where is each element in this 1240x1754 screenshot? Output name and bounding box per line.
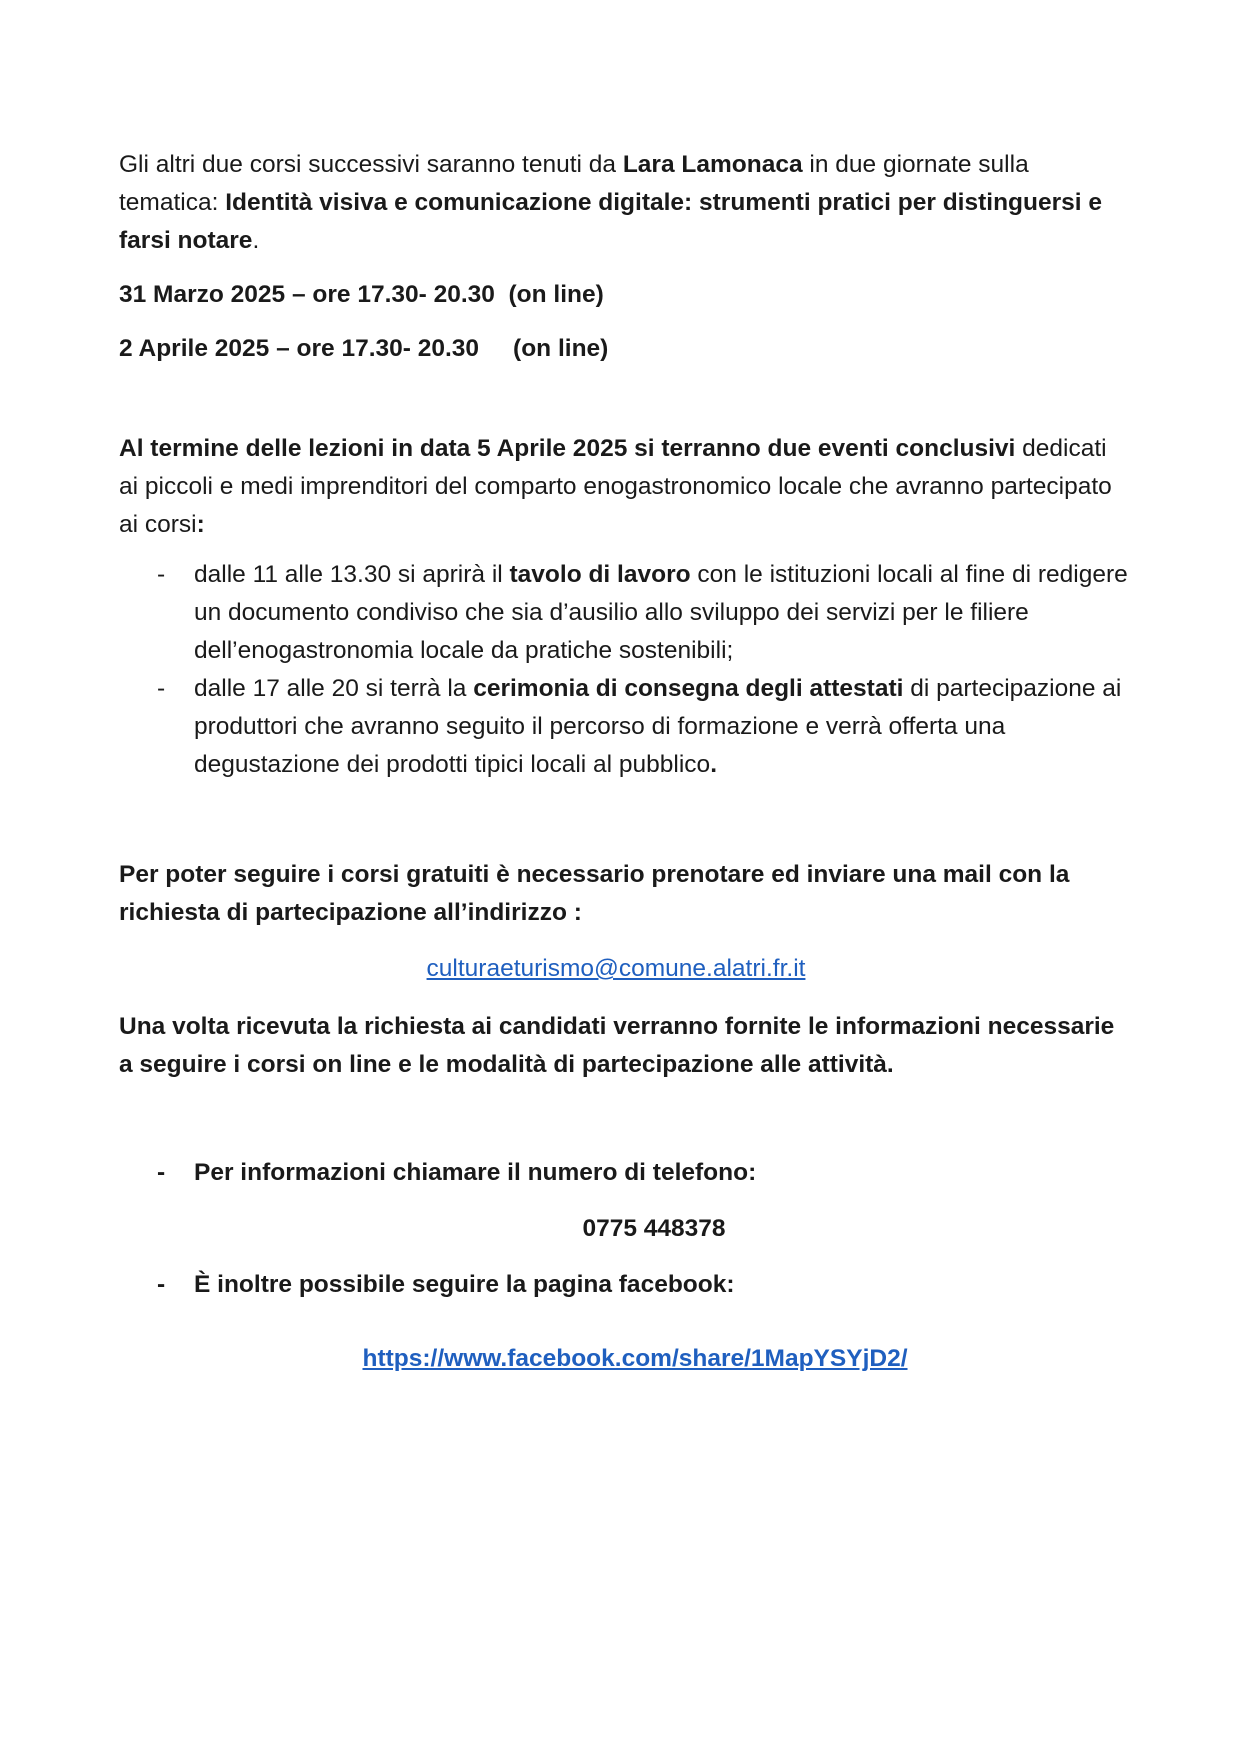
conclusion-heading: Al termine delle lezioni in data 5 Aprile 2025 si terranno due eventi conclusivi — [119, 435, 1016, 462]
event-end: . — [710, 751, 717, 778]
events-list — [119, 556, 1129, 784]
event-text-before: dalle 11 alle 13.30 si aprirà il — [194, 561, 510, 588]
followup-paragraph: Una volta ricevuta la richiesta ai candidati verranno fornite le informazioni necessarie a seguire i corsi on line e le modalità di partecipazione alle attività. — [119, 1013, 1115, 1078]
course-topic: Identità visiva e comunicazione digitale: strumenti pratici per distinguersi e farsi notare — [119, 189, 1102, 254]
event-highlight: tavolo di lavoro — [509, 561, 691, 588]
facebook-line — [119, 1340, 1129, 1378]
date-line-2: 2 Aprile 2025 – ore 17.30- 20.30 (on line) — [119, 335, 609, 362]
intro-text-1: Gli altri due corsi successivi saranno tenuti da — [119, 151, 623, 178]
intro-text-2: in due giornate sulla tematica: — [119, 151, 1029, 216]
spacer — [119, 784, 1129, 856]
spacer — [119, 1084, 1129, 1154]
list-item — [119, 670, 1129, 784]
intro-paragraph — [119, 146, 1129, 260]
email-line — [119, 950, 1129, 988]
dash-bullet: - — [157, 675, 166, 702]
list-item — [119, 1154, 1129, 1192]
dash-bullet: - — [157, 1271, 166, 1298]
list-item — [119, 556, 1129, 670]
facebook-link[interactable]: https://www.facebook.com/share/1MapYSYjD2/ — [362, 1345, 908, 1372]
phone-label: Per informazioni chiamare il numero di telefono: — [194, 1159, 757, 1186]
facebook-label: È inoltre possibile seguire la pagina facebook: — [194, 1271, 735, 1298]
email-link[interactable]: culturaeturismo@comune.alatri.fr.it — [426, 955, 806, 982]
conclusion-paragraph — [119, 430, 1129, 544]
contacts-list — [119, 1154, 1129, 1192]
conclusion-text: dedicati ai piccoli e medi imprenditori del comparto enogastronomico locale che avranno partecipato ai corsi — [119, 435, 1112, 538]
phone-number: 0775 448378 — [582, 1215, 726, 1242]
event-text-after: con le istituzioni locali al fine di redigere un documento condiviso che sia d’ausilio allo sviluppo dei servizi per le filiere dell’enogastronomia locale da pratiche sostenibili; — [194, 561, 1128, 664]
spacer — [119, 368, 1129, 430]
facebook-list — [119, 1266, 1129, 1304]
event-text-before: dalle 17 alle 20 si terrà la — [194, 675, 474, 702]
intro-text-3: . — [252, 227, 260, 254]
conclusion-colon: : — [196, 511, 205, 538]
dash-bullet: - — [157, 1159, 166, 1186]
document-body — [119, 146, 1129, 1378]
teacher-name: Lara Lamonaca — [622, 151, 803, 178]
event-highlight: cerimonia di consegna degli attestati — [473, 675, 904, 702]
date-line-1: 31 Marzo 2025 – ore 17.30- 20.30 (on line) — [119, 281, 604, 308]
booking-paragraph: Per poter seguire i corsi gratuiti è necessario prenotare ed inviare una mail con la richiesta di partecipazione all’indirizzo : — [119, 861, 1070, 926]
event-text-after: di partecipazione ai produttori che avranno seguito il percorso di formazione e verrà offerta una degustazione dei prodotti tipici locali al pubblico — [194, 675, 1122, 778]
list-item — [119, 1266, 1129, 1304]
dash-bullet: - — [157, 561, 166, 588]
